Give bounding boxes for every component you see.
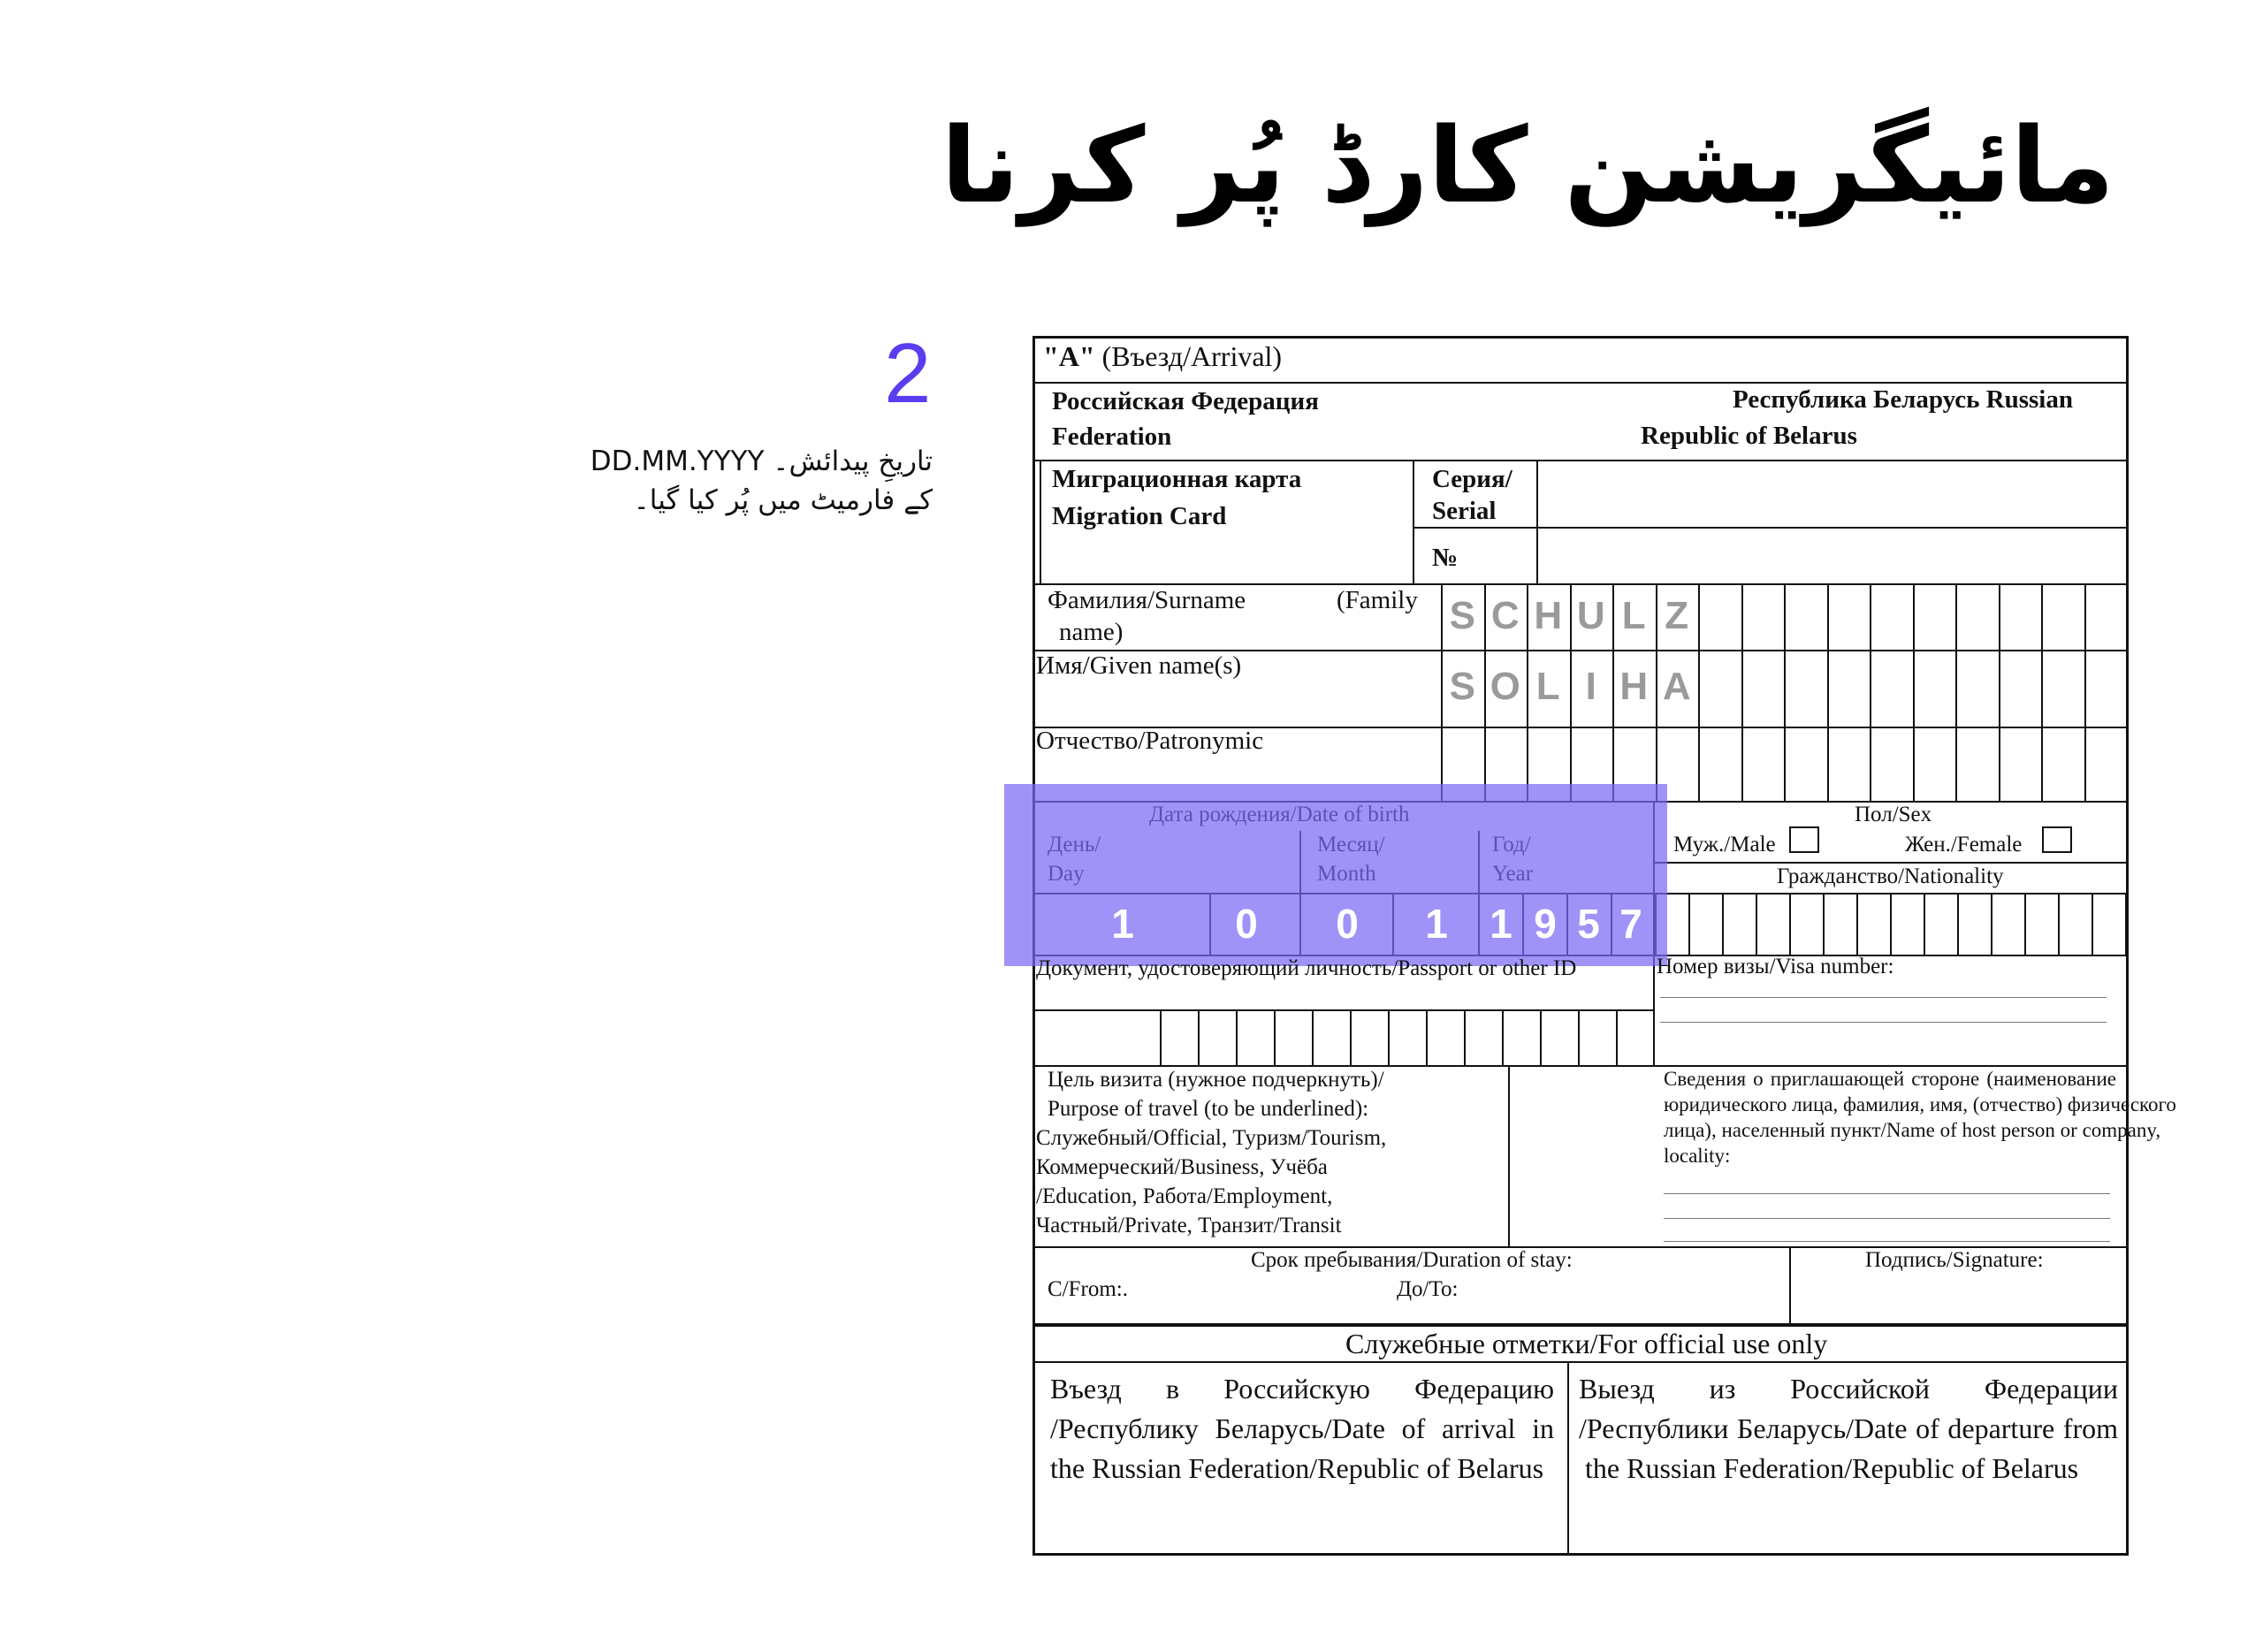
surname-label-c: name) xyxy=(1059,618,1124,646)
divider xyxy=(1035,382,2126,384)
female-checkbox[interactable] xyxy=(2042,826,2072,853)
dob-digit: 5 xyxy=(1577,901,1600,947)
surname-label-b: (Family xyxy=(1337,586,1418,614)
host-line1: Сведения о приглашающей стороне (наименование xyxy=(1664,1068,2116,1090)
nationality-cell xyxy=(1722,893,1724,955)
given-label: Имя/Given name(s) xyxy=(1036,651,1242,680)
dob-digit: 7 xyxy=(1619,901,1642,947)
name-grid-column xyxy=(1784,583,1786,801)
divider xyxy=(1035,1009,1654,1011)
letter-cell: C xyxy=(1490,594,1520,637)
document-cell xyxy=(1350,1009,1352,1065)
dob-digit: 1 xyxy=(1425,901,1448,947)
nationality-cell xyxy=(1789,893,1791,955)
divider xyxy=(1567,1361,1569,1553)
rb-line1: Республика Беларусь Russian xyxy=(1733,385,2073,414)
arrival-date-line3: the Russian Federation/Republic of Belarus xyxy=(1050,1452,1544,1484)
document-label: Документ, удостоверяющий личность/Passport or other ID xyxy=(1036,956,1577,980)
name-grid-column xyxy=(1999,583,2000,801)
letter-cell: S xyxy=(1449,594,1475,637)
migration-ru: Миграционная карта xyxy=(1052,465,1302,493)
patronymic-label: Отчество/Patronymic xyxy=(1036,727,1264,755)
visa-label: Номер визы/Visa number: xyxy=(1657,955,1894,978)
nationality-cell xyxy=(1957,893,1959,955)
male-label: Муж./Male xyxy=(1673,833,1776,856)
step-number: 2 xyxy=(884,326,932,421)
document-cell xyxy=(1426,1009,1428,1065)
divider xyxy=(1035,1323,2126,1327)
letter-cell: L xyxy=(1535,665,1560,708)
dob-digit: 9 xyxy=(1534,901,1557,947)
letter-cell: Z xyxy=(1665,594,1689,637)
surname-label: Фамилия/Surname xyxy=(1048,586,1246,614)
arrival-code: "A" xyxy=(1043,340,1095,372)
page-title: مائیگریشن کارڈ پُر کرنا xyxy=(941,104,2114,226)
divider xyxy=(1508,1065,1510,1246)
nationality-cell xyxy=(1823,893,1825,955)
host-line3: лица), населенный пункт/Name of host person or company, xyxy=(1664,1119,2161,1141)
document-cell xyxy=(1388,1009,1390,1065)
arrival-date-line2: /Республику Беларусь/Date of arrival in xyxy=(1050,1412,1554,1444)
purpose-line2: Purpose of travel (to be underlined): xyxy=(1048,1097,1369,1121)
divider xyxy=(1040,460,1041,583)
arrival-date-line1: Въезд в Российскую Федерацию xyxy=(1050,1373,1554,1405)
document-cell xyxy=(1236,1009,1238,1065)
step-note-line1: تاریخِ پیدائش۔ DD.MM.YYYY xyxy=(590,445,933,477)
dob-digit: 1 xyxy=(1490,901,1512,947)
divider xyxy=(1035,460,2126,461)
male-checkbox[interactable] xyxy=(1789,826,1819,853)
nationality-cell xyxy=(2125,893,2127,955)
arrival-heading xyxy=(1043,340,1282,373)
divider xyxy=(1413,460,1414,583)
name-grid-column xyxy=(1870,583,1871,801)
host-dotted-line xyxy=(1664,1218,2110,1219)
divider xyxy=(1536,460,1538,583)
purpose-line3: Служебный/Official, Туризм/Tourism, xyxy=(1036,1126,1387,1150)
to-label: До/To: xyxy=(1397,1277,1459,1301)
rf-line2: Federation xyxy=(1052,423,1172,451)
name-grid-column xyxy=(1827,583,1829,801)
host-line2: юридического лица, фамилия, имя, (отчество) физического xyxy=(1664,1093,2176,1115)
name-grid-column xyxy=(2041,583,2043,801)
stay-label: Срок пребывания/Duration of stay: xyxy=(1251,1248,1573,1272)
serial-en: Serial xyxy=(1432,497,1497,525)
signature-label: Подпись/Signature: xyxy=(1865,1248,2044,1272)
purpose-line4: Коммерческий/Business, Учёба xyxy=(1036,1155,1328,1179)
letter-cell: A xyxy=(1662,665,1691,708)
document-cell xyxy=(1540,1009,1542,1065)
name-grid-column xyxy=(1955,583,1957,801)
document-cell xyxy=(1616,1009,1618,1065)
host-line4: locality: xyxy=(1664,1145,1731,1167)
name-grid-column xyxy=(1698,583,1700,801)
from-label: С/From:. xyxy=(1048,1277,1128,1301)
document-cell xyxy=(1312,1009,1314,1065)
name-grid-column xyxy=(1741,583,1743,801)
purpose-line1: Цель визита (нужное подчеркнуть)/ xyxy=(1048,1068,1384,1092)
nationality-cell xyxy=(2024,893,2026,955)
letter-cell: U xyxy=(1576,594,1605,637)
nationality-cell xyxy=(1856,893,1858,955)
nationality-cell xyxy=(2092,893,2093,955)
letter-cell: H xyxy=(1619,665,1649,708)
document-cell xyxy=(1274,1009,1276,1065)
official-label: Служебные отметки/For official use only xyxy=(1345,1328,1828,1359)
nationality-label: Гражданство/Nationality xyxy=(1777,864,2004,888)
letter-cell: O xyxy=(1490,665,1520,708)
name-grid-column xyxy=(2084,583,2086,801)
migration-en: Migration Card xyxy=(1052,502,1227,530)
nationality-cell xyxy=(1890,893,1892,955)
divider xyxy=(1414,527,2126,529)
document-cell xyxy=(1578,1009,1580,1065)
host-dotted-line xyxy=(1664,1241,2110,1242)
nationality-cell xyxy=(1688,893,1690,955)
document-cell xyxy=(1464,1009,1466,1065)
step-note-line2: کے فارمیٹ میں پُر کیا گیا۔ xyxy=(633,484,933,516)
nationality-cell xyxy=(1924,893,1925,955)
name-grid-column xyxy=(1913,583,1915,801)
letter-cell: S xyxy=(1449,665,1475,708)
arrival-label: (Въезд/Arrival) xyxy=(1101,340,1283,372)
departure-line2: /Республики Беларусь/Date of departure from xyxy=(1579,1412,2118,1444)
dob-digit: 1 xyxy=(1111,901,1134,947)
nationality-cell xyxy=(1991,893,1993,955)
document-cell xyxy=(1160,1009,1162,1065)
divider xyxy=(1655,862,2126,864)
divider xyxy=(1789,1246,1791,1323)
serial-ru: Серия/ xyxy=(1432,465,1512,493)
nationality-cell xyxy=(2058,893,2060,955)
divider xyxy=(1035,583,2126,585)
departure-line1: Выезд из Российской Федерации xyxy=(1579,1373,2118,1405)
document-cell xyxy=(1502,1009,1504,1065)
name-grid-row xyxy=(1441,650,2126,651)
female-label: Жен./Female xyxy=(1905,833,2023,856)
purpose-line6: Частный/Private, Транзит/Transit xyxy=(1036,1214,1342,1237)
purpose-line5: /Education, Работа/Employment, xyxy=(1036,1184,1333,1208)
dob-digit: 0 xyxy=(1336,901,1359,947)
rf-line1: Российская Федерация xyxy=(1052,387,1319,415)
letter-cell: H xyxy=(1534,594,1563,637)
visa-dotted-line xyxy=(1660,997,2107,998)
nationality-cell xyxy=(1756,893,1757,955)
letter-cell: I xyxy=(1585,665,1596,708)
divider xyxy=(1035,1361,2126,1363)
step-note xyxy=(561,442,933,520)
dob-digit: 0 xyxy=(1235,901,1258,947)
host-dotted-line xyxy=(1664,1193,2110,1194)
sex-label: Пол/Sex xyxy=(1855,803,1932,826)
rb-line2: Republic of Belarus xyxy=(1641,422,1857,450)
document-cell xyxy=(1198,1009,1200,1065)
letter-cell: L xyxy=(1621,594,1646,637)
departure-line3: the Russian Federation/Republic of Belarus xyxy=(1585,1452,2079,1484)
visa-dotted-line xyxy=(1660,1022,2107,1023)
divider xyxy=(1035,1065,2126,1067)
number-sign: № xyxy=(1432,544,1459,572)
